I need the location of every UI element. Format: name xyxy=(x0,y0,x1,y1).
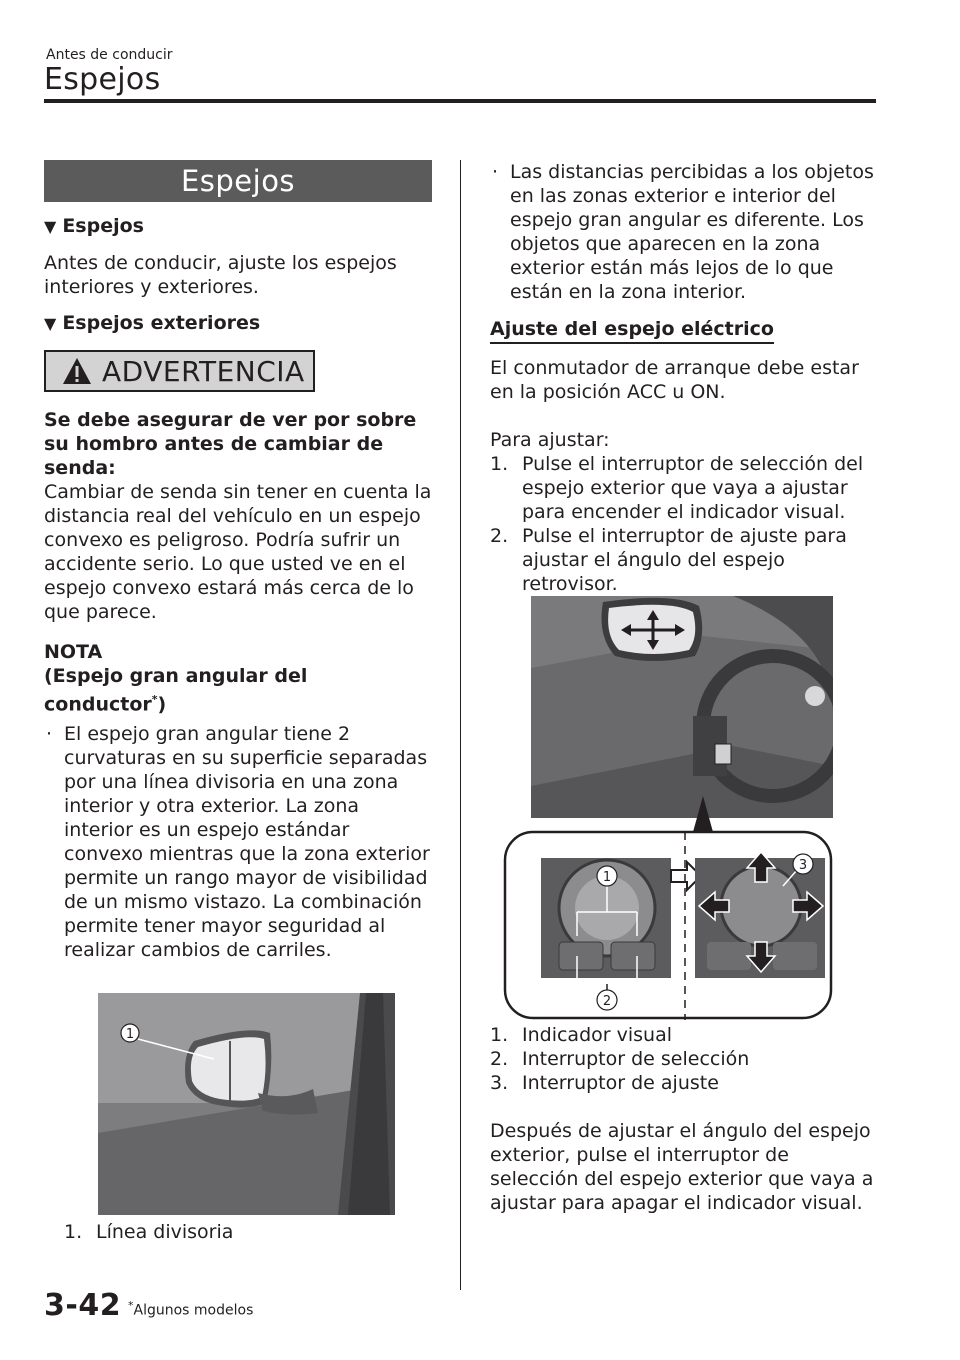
warning-label: ADVERTENCIA xyxy=(44,350,315,392)
list-item: 3. Interruptor de ajuste xyxy=(490,1072,719,1094)
page-number: 3-42 xyxy=(44,1288,122,1323)
callout-1: 1 xyxy=(125,1027,135,1042)
right-bullet-list xyxy=(490,160,880,304)
callout-3: 3 xyxy=(798,858,808,873)
wide-angle-mirror-figure xyxy=(98,993,395,1215)
mirror-figure-legend xyxy=(64,1220,424,1244)
column-divider xyxy=(460,160,461,1290)
right-column xyxy=(490,160,880,596)
warning-triangle-icon xyxy=(62,357,92,385)
ignition-paragraph: El conmutador de arranque debe estar en la posición ACC u ON. xyxy=(490,357,859,403)
section-banner: Espejos xyxy=(44,160,432,202)
intro-paragraph: Antes de conducir, ajuste los espejos interiores y exteriores. xyxy=(44,252,397,298)
list-item: 2. Interruptor de selección xyxy=(490,1048,750,1070)
nota-bullet-list xyxy=(44,722,434,962)
heading-espejos: ▼ Espejos xyxy=(44,215,144,237)
warning-bold-text: Se debe asegurar de ver por sobre su hombro antes de cambiar de senda: xyxy=(44,409,417,479)
nota-heading: NOTA xyxy=(44,641,103,663)
para-ajustar: Para ajustar: xyxy=(490,429,610,451)
list-item: 1. Línea divisoria xyxy=(64,1221,234,1243)
left-column xyxy=(44,160,434,962)
list-item: · El espejo gran angular tiene 2 curvaturas en su superficie separadas por una línea divisoria en una zona interior y otra exterior. La zona interior es un espejo estándar convexo mientras que la zona exterior permite un rango mayor de visibilidad de un mismo vistazo. La combinación permite tener mayor seguridad al realizar cambios de carriles. xyxy=(46,723,430,962)
list-item: · Las distancias percibidas a los objetos en las zonas exterior e interior del espejo gran angular es diferente. Los objetos que aparecen en la zona exterior están más lejos de lo que están en la zona interior. xyxy=(492,161,874,303)
footnote: *Algunos modelos xyxy=(128,1299,254,1319)
heading-espejos-exteriores: ▼ Espejos exteriores xyxy=(44,312,261,334)
warning-text: Cambiar de senda sin tener en cuenta la distancia real del vehículo en un espejo convexo es peligroso. Podría sufrir un accidente serio. Lo que usted ve en el espejo convexo estará más cerca de lo que parece. xyxy=(44,481,432,623)
callout-2: 2 xyxy=(602,994,612,1009)
nota-subheading: (Espejo gran angular del conductor*) xyxy=(44,665,308,716)
subheading-ajuste: Ajuste del espejo eléctrico xyxy=(490,318,774,344)
steps-list xyxy=(490,452,880,596)
callout-1: 1 xyxy=(602,870,612,885)
list-item: 1. Pulse el interruptor de selección del espejo exterior que vaya a ajustar para encender el indicador visual. xyxy=(490,453,864,523)
running-header-section: Antes de conducir xyxy=(46,47,173,63)
list-item: 1. Indicador visual xyxy=(490,1024,672,1046)
power-mirror-switch-figure xyxy=(503,596,833,1020)
triangle-bullet-icon: ▼ xyxy=(44,217,57,236)
header-rule xyxy=(44,99,876,103)
switch-figure-legend xyxy=(490,1023,880,1215)
triangle-bullet-icon: ▼ xyxy=(44,314,57,333)
list-item: 2. Pulse el interruptor de ajuste para ajustar el ángulo del espejo retrovisor. xyxy=(490,525,847,595)
running-header-title: Espejos xyxy=(44,62,161,97)
closing-paragraph: Después de ajustar el ángulo del espejo exterior, pulse el interruptor de selección del espejo exterior que vaya a ajustar para apagar el indicador visual. xyxy=(490,1120,874,1214)
